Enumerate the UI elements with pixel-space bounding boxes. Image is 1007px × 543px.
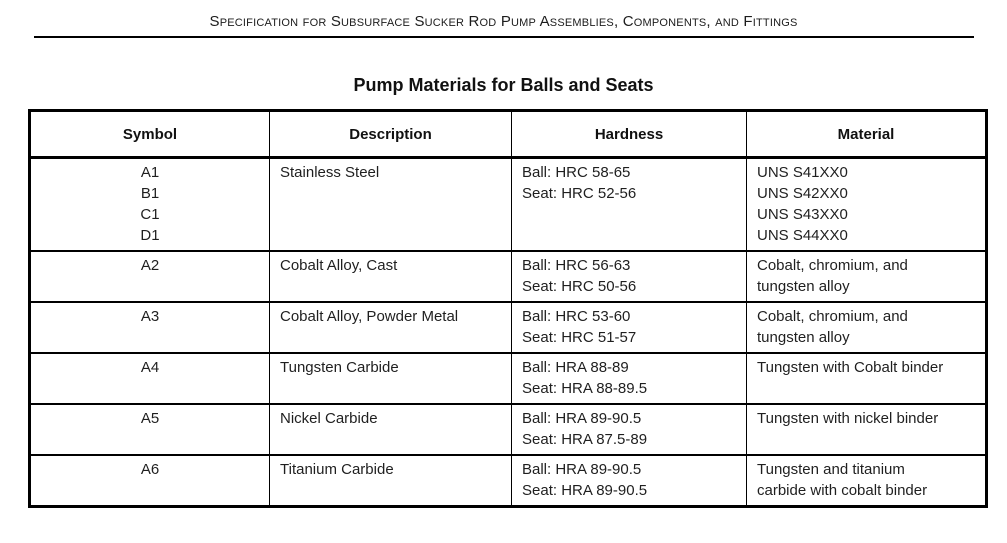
material-line: tungsten alloy bbox=[757, 329, 850, 346]
symbol-cell bbox=[30, 455, 270, 507]
material-line: UNS S42XX0 bbox=[757, 185, 848, 202]
document-page bbox=[0, 12, 1007, 543]
symbol-line: D1 bbox=[140, 227, 160, 244]
column-header-hardness: Hardness bbox=[512, 111, 747, 158]
material-cell bbox=[747, 404, 987, 455]
symbol-cell bbox=[30, 404, 270, 455]
hardness-cell bbox=[512, 455, 747, 507]
table-title: Pump Materials for Balls and Seats bbox=[353, 75, 654, 95]
material-line: carbide with cobalt binder bbox=[757, 482, 928, 499]
hardness-line: Seat: HRA 87.5-89 bbox=[522, 431, 648, 448]
hardness-cell bbox=[512, 251, 747, 302]
material-cell bbox=[747, 251, 987, 302]
material-line: Tungsten with nickel binder bbox=[757, 410, 939, 427]
materials-table bbox=[28, 109, 988, 508]
hardness-line: Seat: HRA 89-90.5 bbox=[522, 482, 648, 499]
hardness-line: Seat: HRC 50-56 bbox=[522, 278, 637, 295]
column-header-symbol: Symbol bbox=[30, 111, 270, 158]
column-header-material: Material bbox=[747, 111, 987, 158]
description-cell bbox=[270, 353, 512, 404]
table-row bbox=[30, 251, 987, 302]
description-cell bbox=[270, 251, 512, 302]
material-line: UNS S41XX0 bbox=[757, 164, 848, 181]
description-line: Tungsten Carbide bbox=[280, 359, 399, 376]
material-line: UNS S44XX0 bbox=[757, 227, 848, 244]
table-row bbox=[30, 404, 987, 455]
hardness-line: Seat: HRC 51-57 bbox=[522, 329, 637, 346]
hardness-line: Ball: HRC 56-63 bbox=[522, 257, 631, 274]
hardness-line: Seat: HRA 88-89.5 bbox=[522, 380, 648, 397]
material-line: UNS S43XX0 bbox=[757, 206, 848, 223]
symbol-line: A2 bbox=[140, 257, 160, 274]
description-cell bbox=[270, 404, 512, 455]
description-line: Cobalt Alloy, Cast bbox=[280, 257, 398, 274]
symbol-cell bbox=[30, 251, 270, 302]
symbol-line: A6 bbox=[140, 461, 160, 478]
table-row bbox=[30, 302, 987, 353]
material-cell bbox=[747, 158, 987, 252]
symbol-cell bbox=[30, 353, 270, 404]
hardness-line: Seat: HRC 52-56 bbox=[522, 185, 637, 202]
material-line: Cobalt, chromium, and bbox=[757, 308, 908, 325]
description-cell bbox=[270, 158, 512, 252]
symbol-cell bbox=[30, 302, 270, 353]
symbol-line: A1 bbox=[140, 164, 160, 181]
symbol-line: A5 bbox=[140, 410, 160, 427]
symbol-cell bbox=[30, 158, 270, 252]
hardness-cell bbox=[512, 353, 747, 404]
hardness-cell bbox=[512, 404, 747, 455]
material-cell bbox=[747, 353, 987, 404]
hardness-cell bbox=[512, 302, 747, 353]
description-line: Stainless Steel bbox=[280, 164, 380, 181]
symbol-line: A4 bbox=[140, 359, 160, 376]
material-line: Cobalt, chromium, and bbox=[757, 257, 908, 274]
table-row bbox=[30, 455, 987, 507]
materials-table-body bbox=[30, 158, 987, 507]
material-line: Tungsten with Cobalt binder bbox=[757, 359, 944, 376]
column-header-description: Description bbox=[270, 111, 512, 158]
description-line: Titanium Carbide bbox=[280, 461, 394, 478]
description-cell bbox=[270, 455, 512, 507]
table-row bbox=[30, 158, 987, 252]
material-cell bbox=[747, 302, 987, 353]
table-row bbox=[30, 353, 987, 404]
material-line: Tungsten and titanium bbox=[757, 461, 905, 478]
hardness-line: Ball: HRA 88-89 bbox=[522, 359, 629, 376]
hardness-line: Ball: HRC 58-65 bbox=[522, 164, 631, 181]
symbol-line: C1 bbox=[140, 206, 160, 223]
description-line: Nickel Carbide bbox=[280, 410, 378, 427]
symbol-line: B1 bbox=[140, 185, 160, 202]
description-line: Cobalt Alloy, Powder Metal bbox=[280, 308, 459, 325]
hardness-cell bbox=[512, 158, 747, 252]
page-header: Specification for Subsurface Sucker Rod Pump Assemblies, Components, and Fittings bbox=[34, 12, 974, 38]
header-row bbox=[30, 111, 987, 158]
material-cell bbox=[747, 455, 987, 507]
symbol-line: A3 bbox=[140, 308, 160, 325]
hardness-line: Ball: HRA 89-90.5 bbox=[522, 461, 642, 478]
description-cell bbox=[270, 302, 512, 353]
hardness-line: Ball: HRC 53-60 bbox=[522, 308, 631, 325]
material-line: tungsten alloy bbox=[757, 278, 850, 295]
hardness-line: Ball: HRA 89-90.5 bbox=[522, 410, 642, 427]
